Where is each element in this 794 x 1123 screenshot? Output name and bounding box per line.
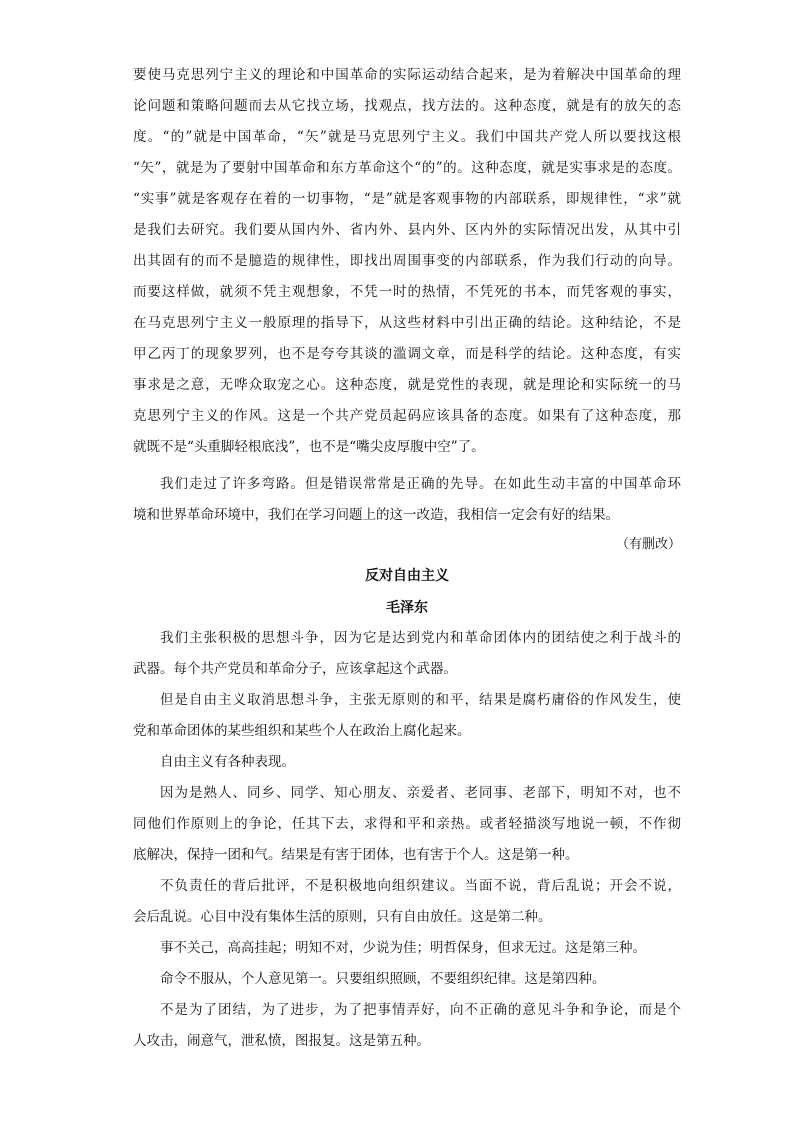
article-author: 毛泽东 bbox=[386, 600, 428, 616]
source-note: （有删改） bbox=[615, 537, 681, 552]
text-line: 底解决，保持一团和气。结果是有害于团体，也有害于个人。这是第一种。 bbox=[133, 847, 579, 863]
text-line: 度。“的”就是中国革命，“矢”就是马克思列宁主义。我们中国共产党人所以要找这根 bbox=[133, 129, 681, 145]
text-line: 就既不是“头重脚轻根底浅”，也不是“嘴尖皮厚腹中空”了。 bbox=[133, 439, 485, 455]
text-line: 命令不服从，个人意见第一。只要组织照顾，不要组织纪律。这是第四种。 bbox=[160, 971, 606, 987]
text-line: “矢”，就是为了要射中国革命和东方革命这个“的”的。这种态度，就是实事求是的态度。 bbox=[133, 160, 681, 176]
text-line: 出其固有的而不是臆造的规律性，即找出周围事变的内部联系，作为我们行动的向导。 bbox=[133, 253, 681, 269]
text-line: 克思列宁主义的作风。这是一个共产党员起码应该具备的态度。如果有了这种态度，那 bbox=[133, 408, 681, 424]
text-line: 会后乱说。心目中没有集体生活的原则，只有自由放任。这是第二种。 bbox=[133, 909, 552, 925]
text-line: 境和世界革命环境中，我们在学习问题上的这一改造，我相信一定会有好的结果。 bbox=[133, 507, 619, 523]
text-line: 我们主张积极的思想斗争，因为它是达到党内和革命团体内的团结使之利于战斗的 bbox=[160, 630, 681, 646]
text-line: 不负责任的背后批评，不是积极地向组织建议。当面不说，背后乱说；开会不说， bbox=[160, 878, 681, 894]
text-line: 自由主义有各种表现。 bbox=[160, 754, 295, 770]
text-line: 事不关己，高高挂起；明知不对，少说为佳；明哲保身，但求无过。这是第三种。 bbox=[160, 940, 646, 956]
text-line: 同他们作原则上的争论，任其下去，求得和平和亲热。或者轻描淡写地说一顿，不作彻 bbox=[133, 816, 681, 832]
text-line: 但是自由主义取消思想斗争，主张无原则的和平，结果是腐朽庸俗的作风发生，使 bbox=[160, 692, 681, 708]
text-line: 在马克思列宁主义一般原理的指导下，从这些材料中引出正确的结论。这种结论，不是 bbox=[133, 315, 681, 331]
text-line: 是我们去研究。我们要从国内外、省内外、县内外、区内外的实际情况出发，从其中引 bbox=[133, 222, 681, 238]
text-line: 事求是之意，无哗众取宠之心。这种态度，就是党性的表现，就是理论和实际统一的马 bbox=[133, 377, 681, 393]
text-line: 我们走过了许多弯路。但是错误常常是正确的先导。在如此生动丰富的中国革命环 bbox=[160, 476, 681, 492]
text-line: 要使马克思列宁主义的理论和中国革命的实际运动结合起来，是为着解决中国革命的理 bbox=[133, 67, 681, 83]
article-title: 反对自由主义 bbox=[365, 568, 449, 584]
text-line: 武器。每个共产党员和革命分子，应该拿起这个武器。 bbox=[133, 661, 457, 677]
text-line: 而要这样做，就须不凭主观想象，不凭一时的热情，不凭死的书本，而凭客观的事实， bbox=[133, 284, 681, 300]
text-line: 人攻击，闹意气，泄私愤，图报复。这是第五种。 bbox=[133, 1033, 430, 1049]
text-line: 因为是熟人、同乡、同学、知心朋友、亲爱者、老同事、老部下，明知不对，也不 bbox=[160, 785, 681, 801]
text-line: “实事”就是客观存在着的一切事物，“是”就是客观事物的内部联系，即规律性，“求”就 bbox=[133, 191, 681, 207]
text-line: 不是为了团结，为了进步，为了把事情弄好，向不正确的意见斗争和争论，而是个 bbox=[160, 1002, 681, 1018]
text-line: 党和革命团体的某些组织和某些个人在政治上腐化起来。 bbox=[133, 723, 471, 739]
text-line: 论问题和策略问题而去从它找立场，找观点，找方法的。这种态度，就是有的放矢的态 bbox=[133, 98, 681, 114]
text-line: 甲乙丙丁的现象罗列，也不是夸夸其谈的滥调文章，而是科学的结论。这种态度，有实 bbox=[133, 346, 681, 362]
